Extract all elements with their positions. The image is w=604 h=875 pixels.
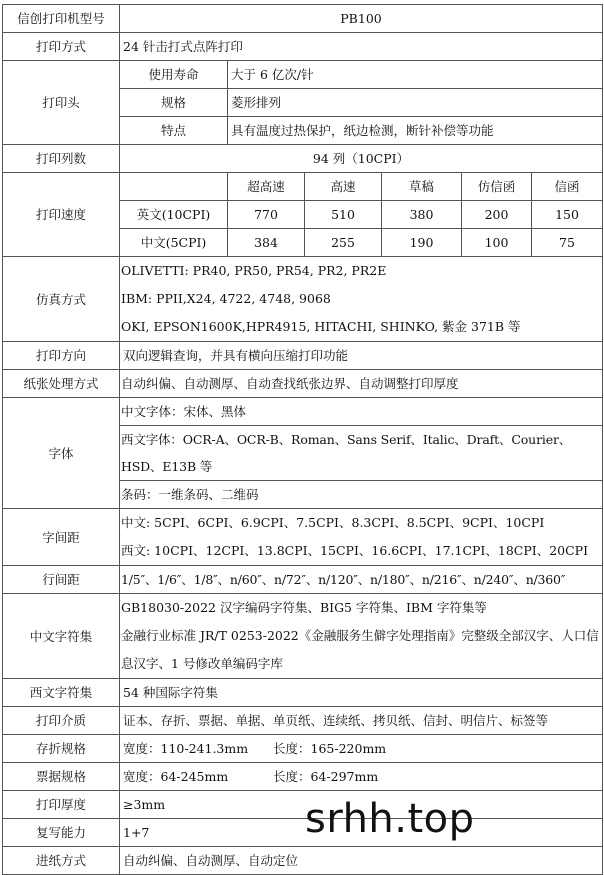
print-head-sub-label: 规格 (120, 89, 228, 117)
en-charset-label: 西文字符集 (3, 679, 120, 707)
line-pitch-value: 1/5″、1/6″、1/8″、n/60″、n/72″、n/120″、n/180″、n/216″、n/240″、n/360″ (120, 566, 603, 594)
row-en-charset (3, 679, 603, 707)
row-paper-handling (3, 370, 603, 398)
speed-value: 100 (462, 229, 532, 257)
speed-value: 770 (228, 201, 305, 229)
ticket-size-label: 票据规格 (3, 763, 120, 791)
emulation-label: 仿真方式 (3, 257, 120, 342)
row-char-pitch (3, 509, 603, 566)
watermark-text: srhh.top (305, 796, 475, 842)
char-pitch-line: 西文: 10CPI、12CPI、13.8CPI、15CPI、16.6CPI、17.1CPI、18CPI、20CPI (121, 543, 589, 558)
print-head-sub-value: 具有温度过热保护，纸边检测，断针补偿等功能 (228, 117, 603, 145)
row-model (3, 5, 603, 33)
speed-header: 仿信函 (462, 173, 532, 201)
copies-value: 1+7 (120, 819, 603, 847)
speed-header: 信函 (532, 173, 603, 201)
media-value: 证本、存折、票据、单据、单页纸、连续纸、拷贝纸、信封、明信片、标签等 (120, 707, 603, 735)
emulation-line: OKI, EPSON1600K,HPR4915, HITACHI, SHINKO, 紫金 371B 等 (121, 319, 521, 334)
fonts-line: 条码：一维条码、二维码 (120, 480, 603, 508)
copies-label: 复写能力 (3, 819, 120, 847)
row-passbook-size (3, 735, 603, 763)
fonts-label: 字体 (3, 398, 120, 509)
ticket-size-value (120, 763, 603, 791)
emulation-line: IBM: PPII,X24, 4722, 4748, 9068 (121, 291, 331, 306)
speed-header: 高速 (305, 173, 382, 201)
ticket-width: 宽度：64-245mm (123, 769, 229, 784)
cn-charset-value (120, 594, 603, 679)
row-print-head-life (3, 61, 603, 89)
row-speed-header (3, 173, 603, 201)
fonts-line: 西文字体：OCR-A、OCR-B、Roman、Sans Serif、Italic、Draft、Courier、HSD、E13B 等 (120, 425, 603, 480)
row-columns (3, 145, 603, 173)
speed-value: 190 (382, 229, 462, 257)
print-head-sub-value: 大于 6 亿次/针 (228, 61, 603, 89)
speed-row-label: 中文(5CPI) (120, 229, 228, 257)
speed-corner-cell (120, 173, 228, 201)
row-copies (3, 819, 603, 847)
direction-value: 双向逻辑查询，并具有横向压缩打印功能 (120, 342, 603, 370)
speed-label: 打印速度 (3, 173, 120, 257)
spec-table (2, 4, 603, 875)
print-method-value: 24 针击打式点阵打印 (120, 33, 603, 61)
columns-value: 94 列（10CPI） (120, 145, 603, 173)
thickness-value: ≥3mm (120, 791, 603, 819)
ticket-length: 长度：64-297mm (273, 769, 379, 784)
speed-header: 超高速 (228, 173, 305, 201)
print-head-sub-value: 菱形排列 (228, 89, 603, 117)
emulation-line: OLIVETTI: PR40, PR50, PR54, PR2, PR2E (121, 263, 387, 278)
thickness-label: 打印厚度 (3, 791, 120, 819)
passbook-size-value (120, 735, 603, 763)
paper-handling-label: 纸张处理方式 (3, 370, 120, 398)
media-label: 打印介质 (3, 707, 120, 735)
paper-handling-value: 自动纠偏、自动测厚、自动查找纸张边界、自动调整打印厚度 (120, 370, 603, 398)
row-media (3, 707, 603, 735)
speed-header: 草稿 (382, 173, 462, 201)
char-pitch-label: 字间距 (3, 509, 120, 566)
row-line-pitch (3, 566, 603, 594)
passbook-size-label: 存折规格 (3, 735, 120, 763)
row-ticket-size (3, 763, 603, 791)
speed-value: 255 (305, 229, 382, 257)
passbook-length: 长度：165-220mm (273, 741, 387, 756)
feed-label: 进纸方式 (3, 847, 120, 875)
columns-label: 打印列数 (3, 145, 120, 173)
speed-value: 384 (228, 229, 305, 257)
line-pitch-label: 行间距 (3, 566, 120, 594)
print-head-sub-label: 特点 (120, 117, 228, 145)
cn-charset-line: GB18030-2022 汉字编码字符集、BIG5 字符集、IBM 字符集等 (121, 600, 487, 615)
model-label: 信创打印机型号 (3, 5, 120, 33)
print-head-sub-label: 使用寿命 (120, 61, 228, 89)
speed-value: 510 (305, 201, 382, 229)
print-method-label: 打印方式 (3, 33, 120, 61)
cn-charset-label: 中文字符集 (3, 594, 120, 679)
emulation-value (120, 257, 603, 342)
speed-value: 200 (462, 201, 532, 229)
print-head-label: 打印头 (3, 61, 120, 145)
row-fonts (3, 398, 603, 509)
row-cn-charset (3, 594, 603, 679)
speed-row-label: 英文(10CPI) (120, 201, 228, 229)
fonts-value (120, 398, 603, 509)
speed-value: 150 (532, 201, 603, 229)
model-value: PB100 (120, 5, 603, 33)
fonts-line: 中文字体：宋体、黑体 (121, 404, 247, 419)
row-feed (3, 847, 603, 875)
row-print-method (3, 33, 603, 61)
speed-value: 75 (532, 229, 603, 257)
char-pitch-line: 中文: 5CPI、6CPI、6.9CPI、7.5CPI、8.3CPI、8.5CPI、9CPI、10CPI (121, 515, 545, 530)
row-emulation (3, 257, 603, 342)
direction-label: 打印方向 (3, 342, 120, 370)
passbook-width: 宽度：110-241.3mm (123, 741, 249, 756)
en-charset-value: 54 种国际字符集 (120, 679, 603, 707)
cn-charset-line: 金融行业标准 JR/T 0253-2022《金融服务生僻字处理指南》完整级全部汉字、人口信息汉字、1 号修改单编码字库 (121, 628, 599, 671)
row-thickness (3, 791, 603, 819)
char-pitch-value (120, 509, 603, 566)
speed-value: 380 (382, 201, 462, 229)
feed-value: 自动纠偏、自动测厚、自动定位 (120, 847, 603, 875)
row-direction (3, 342, 603, 370)
